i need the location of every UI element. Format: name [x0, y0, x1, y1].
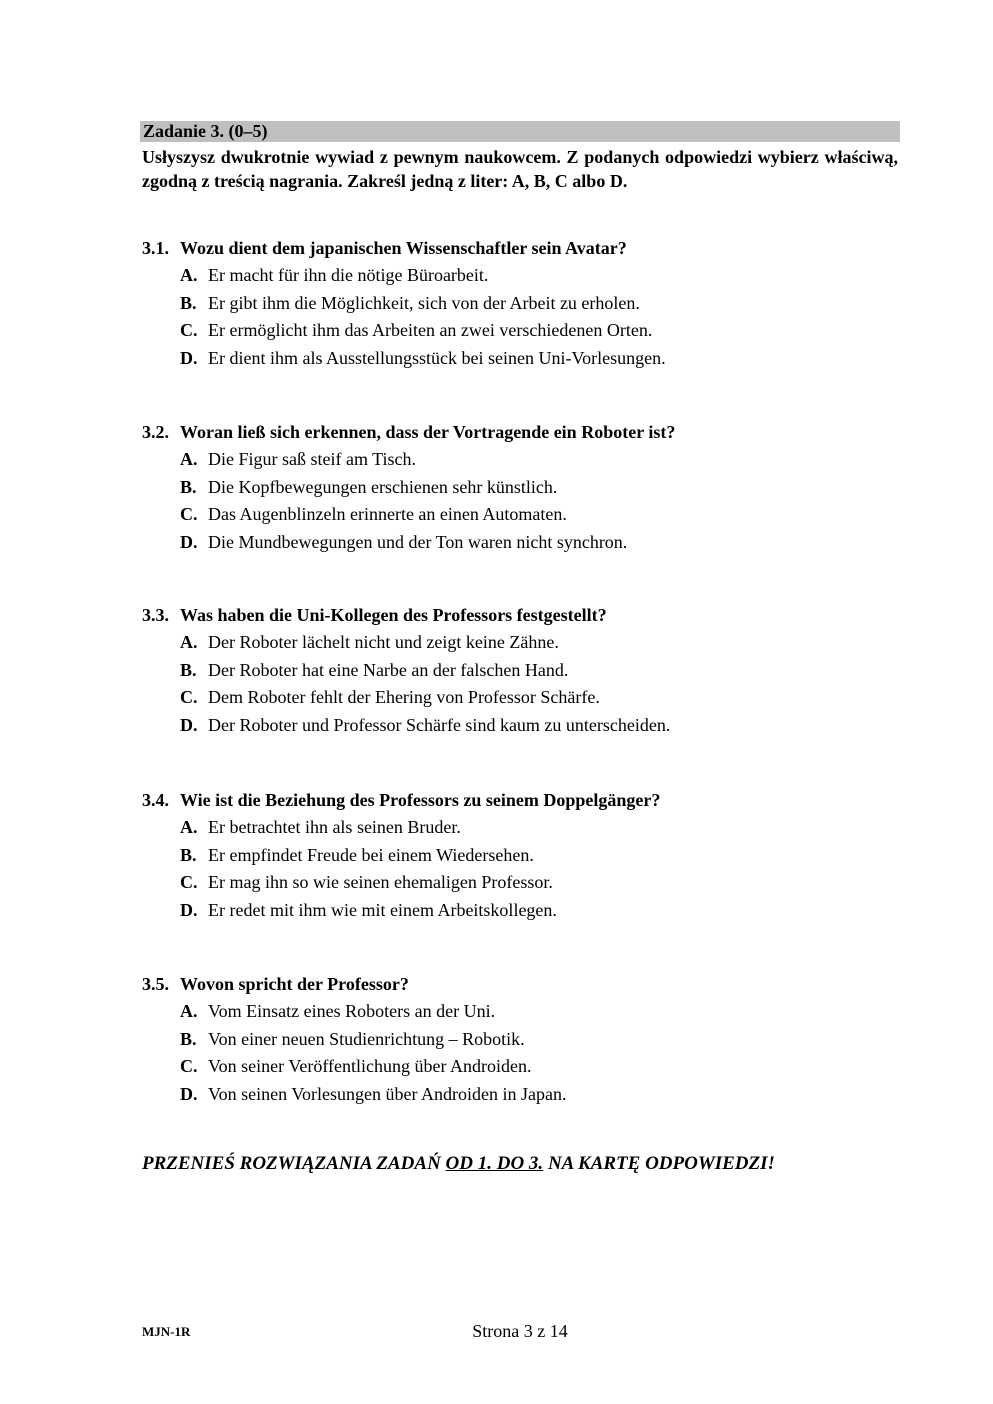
question-text: Wozu dient dem japanischen Wissenschaftler sein Avatar? [180, 238, 627, 258]
question-text: Was haben die Uni-Kollegen des Professors festgestellt? [180, 605, 607, 625]
answer-option[interactable] [142, 1081, 902, 1109]
answer-option[interactable] [142, 629, 902, 657]
option-letter: B. [180, 476, 197, 497]
question-text: Woran ließ sich erkennen, dass der Vortragende ein Roboter ist? [180, 422, 676, 442]
option-letter: C. [180, 1056, 198, 1077]
option-letter: C. [180, 687, 198, 708]
option-text: Der Roboter lächelt nicht und zeigt keine Zähne. [208, 632, 559, 652]
option-letter: C. [180, 872, 198, 893]
answer-option[interactable] [142, 712, 902, 740]
option-text: Er redet mit ihm wie mit einem Arbeitskollegen. [208, 900, 557, 921]
question-text: Wie ist die Beziehung des Professors zu seinem Doppelgänger? [180, 790, 661, 810]
option-letter: A. [180, 265, 198, 285]
option-letter: A. [180, 632, 198, 652]
closing-underlined: OD 1. DO 3. [445, 1153, 544, 1174]
answer-option[interactable] [142, 1026, 902, 1054]
option-text: Von einer neuen Studienrichtung – Robotik. [208, 1028, 525, 1049]
page-number: Strona 3 z 14 [472, 1321, 568, 1341]
answer-option[interactable] [142, 474, 902, 502]
option-letter: A. [180, 449, 198, 469]
option-text: Vom Einsatz eines Roboters an der Uni. [208, 1001, 496, 1021]
question-number: 3.1. [142, 238, 169, 258]
answer-option[interactable] [142, 1053, 902, 1081]
option-text: Er macht für ihn die nötige Büroarbeit. [208, 265, 489, 285]
option-text: Von seinen Vorlesungen über Androiden in Japan. [208, 1084, 567, 1105]
question-block [142, 970, 902, 1109]
option-letter: B. [180, 659, 197, 680]
option-text: Die Kopfbewegungen erschienen sehr künstlich. [208, 476, 558, 497]
question-block [142, 601, 902, 740]
option-letter: B. [180, 844, 197, 865]
option-letter: A. [180, 1001, 198, 1021]
option-letter: B. [180, 1028, 197, 1049]
question-number: 3.2. [142, 422, 169, 442]
answer-option[interactable] [142, 814, 902, 842]
option-text: Der Roboter hat eine Narbe an der falschen Hand. [208, 659, 569, 680]
task-instructions: Usłyszysz dwukrotnie wywiad z pewnym naukowcem. Z podanych odpowiedzi wybierz właściwą, zgodną z treścią nagrania. Zakreśl jedną z liter: A, B, C albo D. [142, 147, 898, 191]
option-text: Er gibt ihm die Möglichkeit, sich von der Arbeit zu erholen. [208, 292, 640, 313]
option-letter: B. [180, 292, 197, 313]
question-number: 3.4. [142, 790, 169, 810]
option-text: Er betrachtet ihn als seinen Bruder. [208, 817, 461, 837]
answer-option[interactable] [142, 345, 902, 373]
question-block [142, 234, 902, 373]
option-text: Das Augenblinzeln erinnerte an einen Automaten. [208, 504, 567, 525]
answer-option[interactable] [142, 869, 902, 897]
answer-option[interactable] [142, 842, 902, 870]
question-heading [142, 970, 902, 998]
exam-code: MJN-1R [142, 1324, 191, 1339]
option-text: Die Mundbewegungen und der Ton waren nicht synchron. [208, 532, 628, 553]
option-text: Die Figur saß steif am Tisch. [208, 449, 417, 469]
task-header: Zadanie 3. (0–5) [140, 121, 900, 142]
question-block [142, 418, 902, 557]
option-text: Von seiner Veröffentlichung über Androiden. [208, 1056, 532, 1077]
option-letter: D. [180, 532, 198, 553]
closing-part1: PRZENIEŚ ROZWIĄZANIA ZADAŃ [142, 1153, 446, 1174]
option-letter: C. [180, 504, 198, 525]
answer-option[interactable] [142, 998, 902, 1026]
option-text: Er dient ihm als Ausstellungsstück bei seinen Uni-Vorlesungen. [208, 348, 666, 369]
closing-part2: NA KARTĘ ODPOWIEDZI! [543, 1153, 775, 1174]
answer-option[interactable] [142, 446, 902, 474]
answer-option[interactable] [142, 897, 902, 925]
question-heading [142, 601, 902, 629]
question-number: 3.5. [142, 974, 169, 994]
question-block [142, 786, 902, 925]
option-text: Er ermöglicht ihm das Arbeiten an zwei verschiedenen Orten. [208, 320, 653, 341]
answer-option[interactable] [142, 290, 902, 318]
question-number: 3.3. [142, 605, 169, 625]
answer-option[interactable] [142, 529, 902, 557]
answer-option[interactable] [142, 317, 902, 345]
question-heading [142, 418, 902, 446]
answer-option[interactable] [142, 501, 902, 529]
option-text: Er empfindet Freude bei einem Wiedersehen. [208, 844, 534, 865]
option-letter: D. [180, 900, 198, 921]
answer-option[interactable] [142, 657, 902, 685]
option-letter: D. [180, 348, 198, 369]
closing-instruction [142, 1153, 775, 1175]
option-letter: C. [180, 320, 198, 341]
option-text: Der Roboter und Professor Schärfe sind kaum zu unterscheiden. [208, 715, 671, 736]
option-text: Er mag ihn so wie seinen ehemaligen Professor. [208, 872, 553, 893]
question-heading [142, 786, 902, 814]
answer-option[interactable] [142, 684, 902, 712]
option-letter: A. [180, 817, 198, 837]
answer-option[interactable] [142, 262, 902, 290]
question-text: Wovon spricht der Professor? [180, 974, 409, 994]
option-letter: D. [180, 1084, 198, 1105]
question-heading [142, 234, 902, 262]
option-letter: D. [180, 715, 198, 736]
option-text: Dem Roboter fehlt der Ehering von Professor Schärfe. [208, 687, 600, 708]
